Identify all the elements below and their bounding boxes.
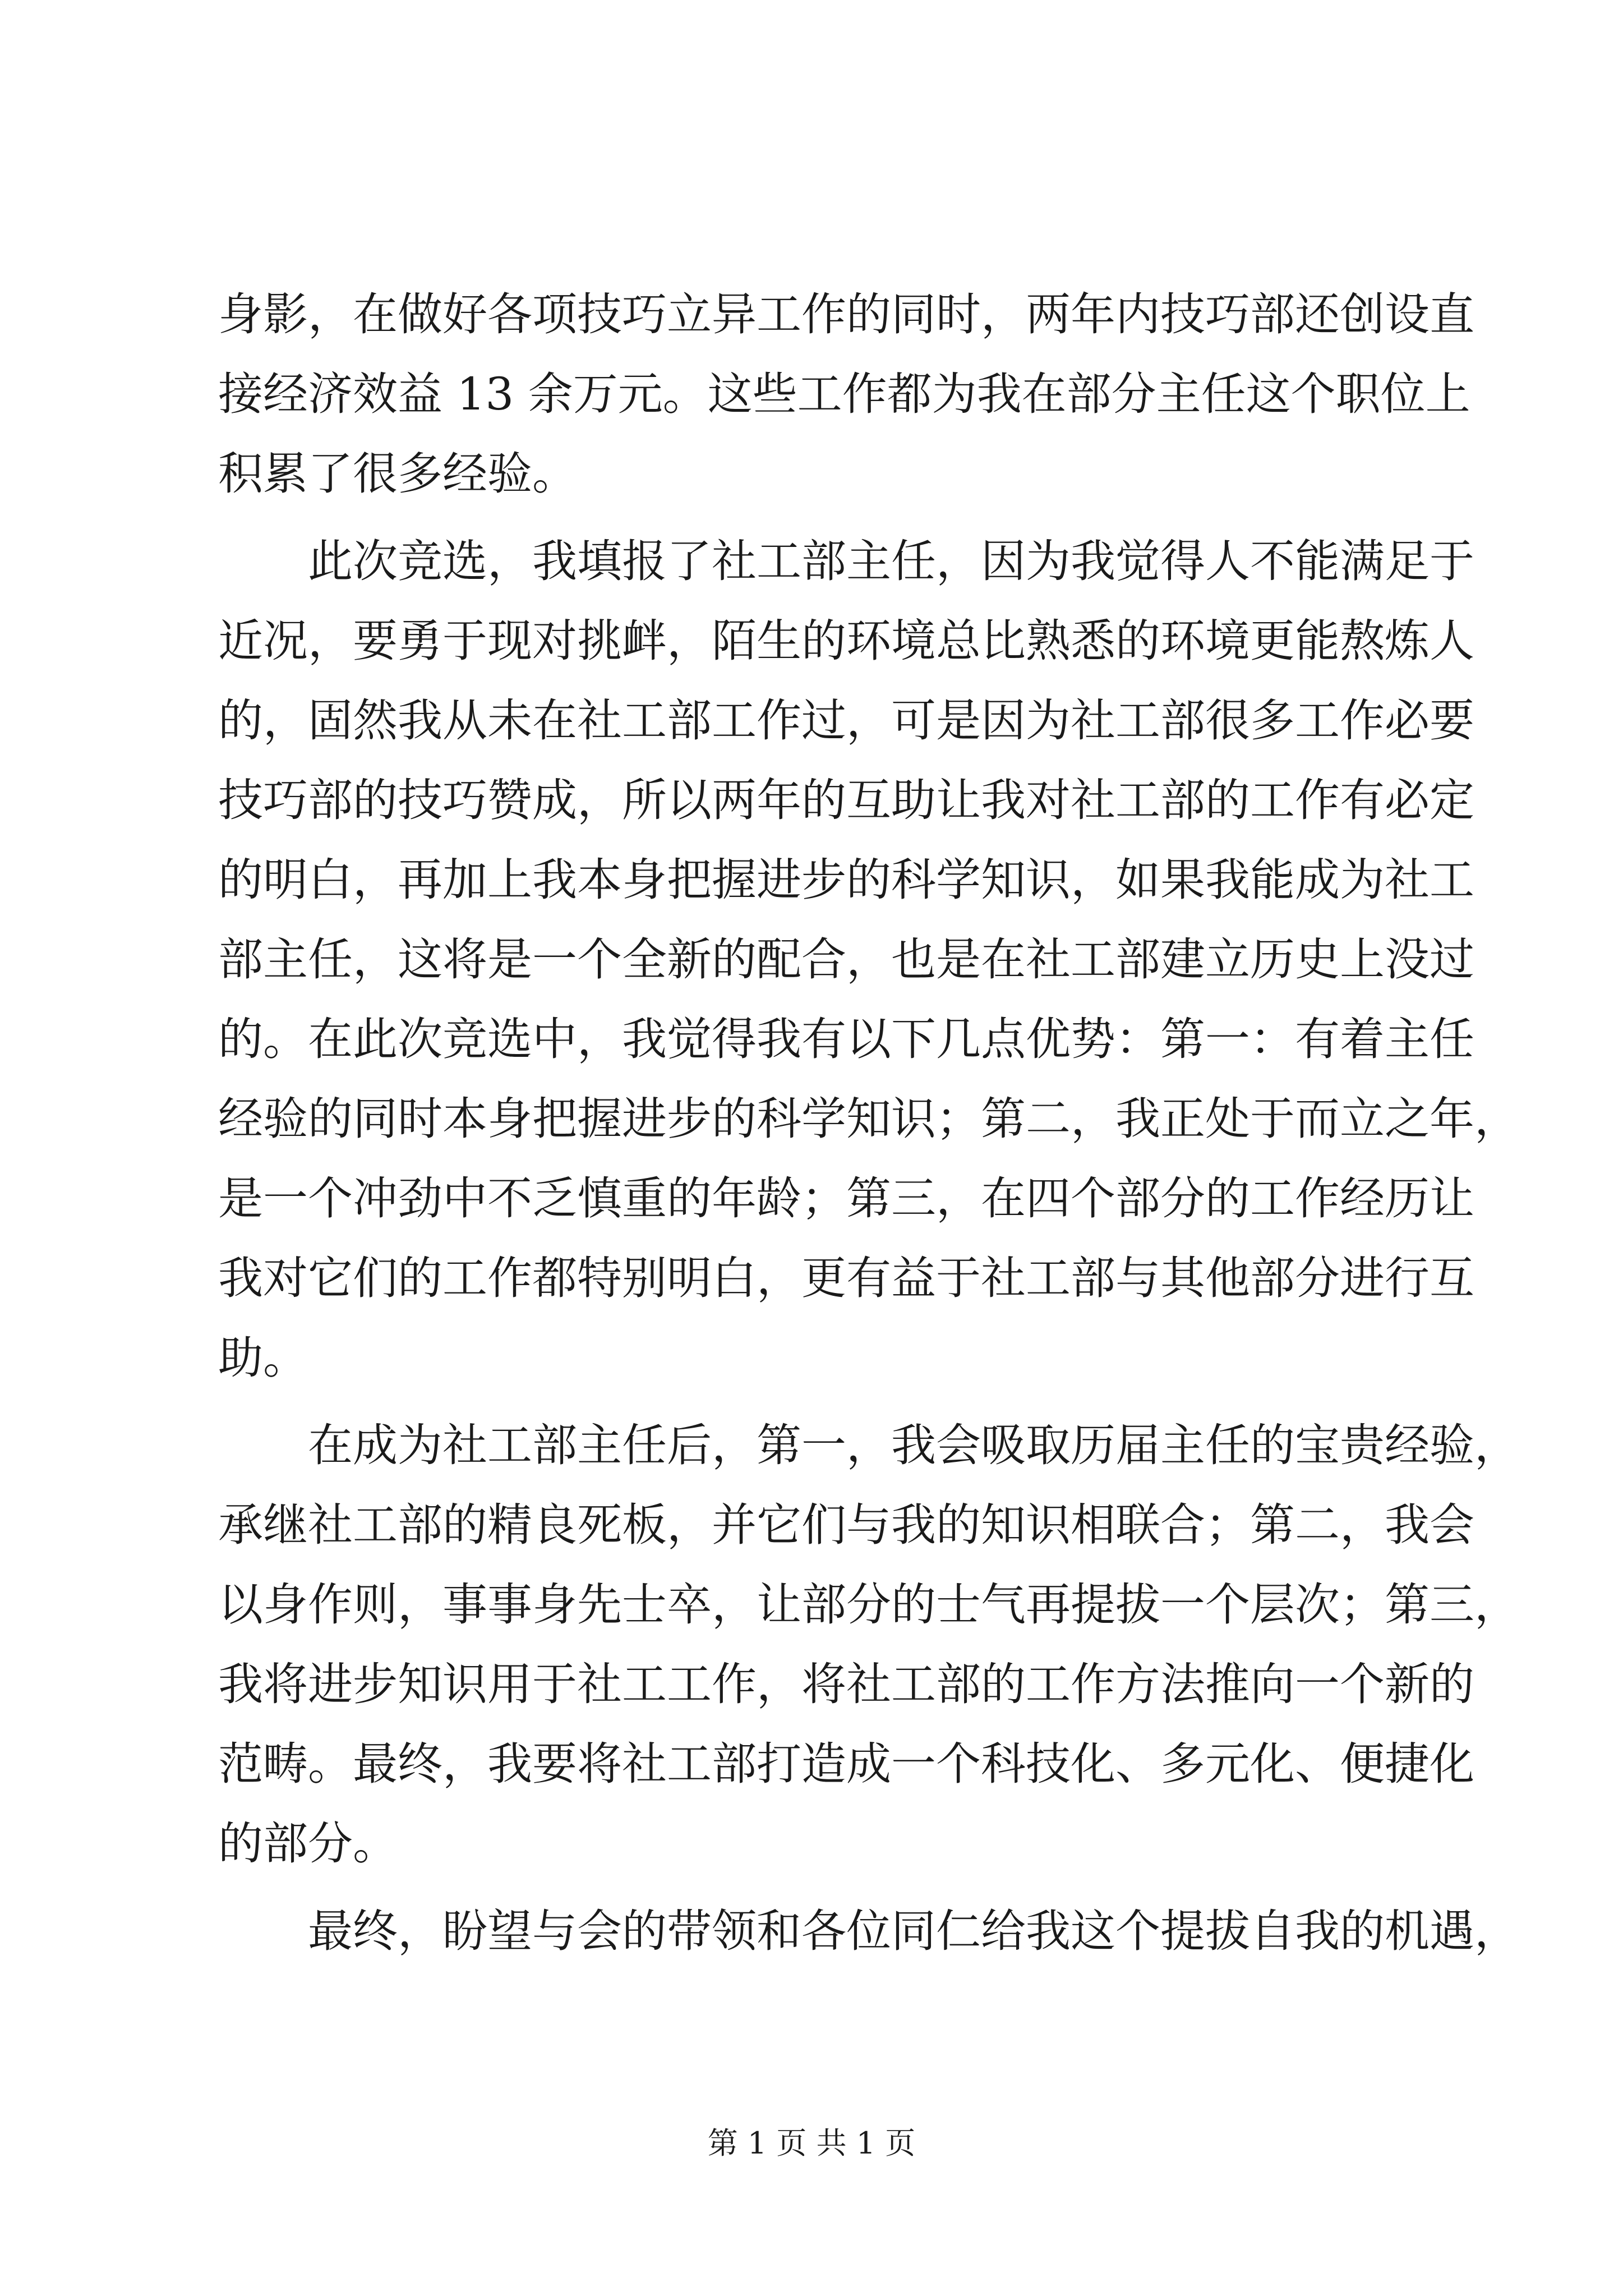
text-line: 我将进步知识用于社工工作，将社工部的工作方法推向一个新的 (218, 1658, 1474, 1710)
paragraph-gap (218, 1398, 1418, 1406)
text-line: 技巧部的技巧赞成，所以两年的互助让我对社工部的工作有必定 (218, 774, 1474, 826)
paragraph-gap (218, 514, 1418, 522)
text-line: 我对它们的工作都特别明白，更有益于社工部与其他部分进行互 (218, 1252, 1474, 1304)
paragraph-gap (218, 1884, 1418, 1892)
text-line: 最终，盼望与会的带领和各位同仁给我这个提拔自我的机遇， (218, 1905, 1519, 1957)
page-footer: 第 1 页 共 1 页 (707, 2125, 916, 2161)
text-line: 部主任，这将是一个全新的配合，也是在社工部建立历史上没过 (218, 933, 1474, 986)
text-line: 积累了很多经验。 (218, 448, 577, 500)
text-line: 近况，要勇于现对挑衅，陌生的环境总比熟悉的环境更能熬炼人 (218, 615, 1474, 667)
paragraph-4 (218, 1892, 1519, 1971)
text-line: 的部分。 (218, 1818, 398, 1870)
paragraph-2 (218, 522, 1519, 1398)
text-line: 助。 (218, 1332, 308, 1384)
text-line: 接经济效益 13 余万元。这些工作都为我在部分主任这个职位上 (218, 368, 1470, 420)
text-line: 范畴。最终，我要将社工部打造成一个科技化、多元化、便捷化 (218, 1738, 1474, 1790)
text-line: 的，固然我从未在社工部工作过，可是因为社工部很多工作必要 (218, 694, 1474, 747)
text-line: 是一个冲劲中不乏慎重的年龄；第三，在四个部分的工作经历让 (218, 1172, 1474, 1225)
text-line: 经验的同时本身把握进步的科学知识；第二，我正处于而立之年， (218, 1093, 1519, 1145)
paragraph-3 (218, 1406, 1519, 1884)
text-line: 承继社工部的精良死板，并它们与我的知识相联合；第二，我会 (218, 1499, 1474, 1551)
text-line: 以身作则，事事身先士卒，让部分的士气再提拔一个层次；第三， (218, 1579, 1519, 1631)
paragraph-1 (218, 275, 1474, 514)
text-line: 的明白，再加上我本身把握进步的科学知识，如果我能成为社工 (218, 854, 1474, 906)
text-line: 此次竞选，我填报了社工部主任，因为我觉得人不能满足于 (218, 535, 1474, 587)
text-line: 身影，在做好各项技巧立异工作的同时，两年内技巧部还创设直 (218, 288, 1474, 341)
text-line: 的。在此次竞选中，我觉得我有以下几点优势：第一：有着主任 (218, 1013, 1474, 1065)
text-line: 在成为社工部主任后，第一，我会吸取历届主任的宝贵经验， (218, 1419, 1519, 1471)
document-body (218, 275, 1519, 1971)
